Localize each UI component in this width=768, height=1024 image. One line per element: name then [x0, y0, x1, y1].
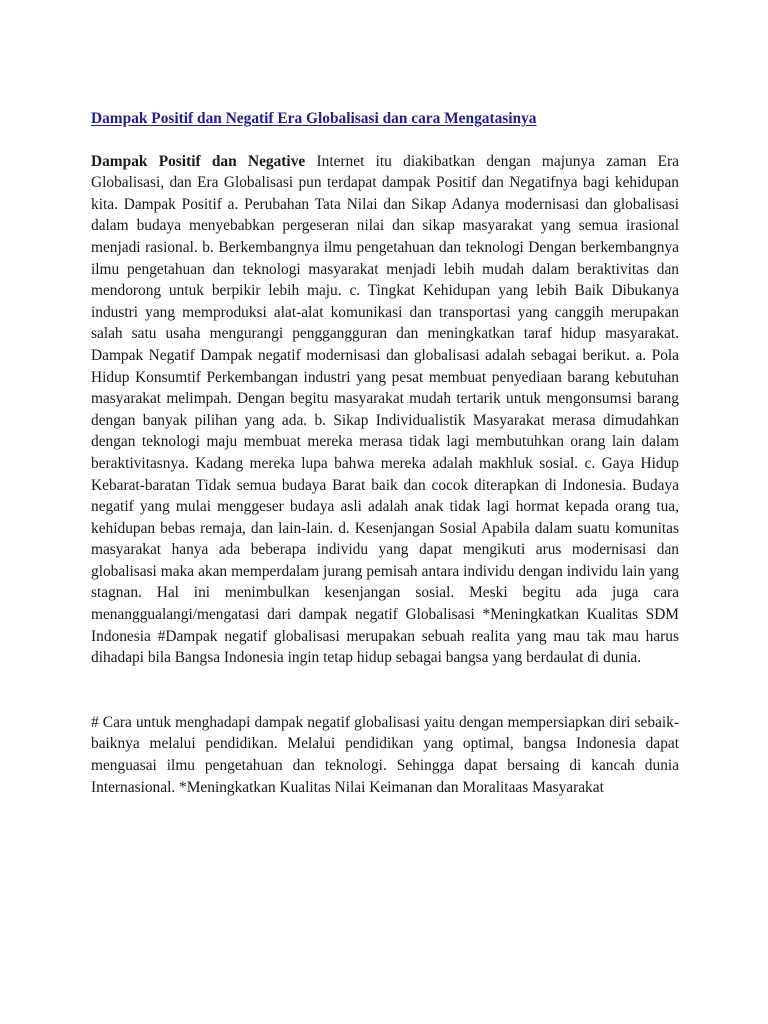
paragraph-1-body: Internet itu diakibatkan dengan majunya zaman Era Globalisasi, dan Era Globalisasi pun terdapat dampak Positif dan Negatifnya bagi kehidupan kita. Dampak Positif a. Perubahan Tata Nilai dan Sikap Adanya modernisasi dan globalisasi dalam budaya menyebabkan pergeseran nilai dan sikap masyarakat yang semua irasional menjadi rasional. b. Berkembangnya ilmu pengetahuan dan teknologi Dengan berkembangnya ilmu pengetahuan dan teknologi masyarakat menjadi lebih mudah dalam beraktivitas dan mendorong untuk berpikir lebih maju. c. Tingkat Kehidupan yang lebih Baik Dibukanya industri yang memproduksi alat-alat komunikasi dan transportasi yang canggih merupakan salah satu usaha mengurangi penggangguran dan meningkatkan taraf hidup masyarakat. Dampak Negatif Dampak negatif modernisasi dan globalisasi adalah sebagai berikut. a. Pola Hidup Konsumtif Perkembangan industri yang pesat membuat penyediaan barang kebutuhan masyarakat melimpah. Dengan begitu masyarakat mudah tertarik untuk mengonsumsi barang dengan banyak pilihan yang ada. b. Sikap Individualistik Masyarakat merasa dimudahkan dengan teknologi maju membuat mereka merasa tidak lagi membutuhkan orang lain dalam beraktivitasnya. Kadang mereka lupa bahwa mereka adalah makhluk sosial. c. Gaya Hidup Kebarat-baratan Tidak semua budaya Barat baik dan cocok diterapkan di Indonesia. Budaya negatif yang mulai menggeser budaya asli adalah anak tidak lagi hormat kepada orang tua, kehidupan bebas remaja, dan lain-lain. d. Kesenjangan Sosial Apabila dalam suatu komunitas masyarakat hanya ada beberapa individu yang dapat mengikuti arus modernisasi dan globalisasi maka akan memperdalam jurang pemisah antara individu dengan individu lain yang stagnan. Hal ini menimbulkan kesenjangan sosial. Meski begitu ada juga cara menanggualangi/mengatasi dari dampak negatif Globalisasi *Meningkatkan Kualitas SDM Indonesia #Dampak negatif globalisasi merupakan sebuah realita yang mau tak mau harus dihadapi bila Bangsa Indonesia ingin tetap hidup sebagai bangsa yang berdaulat di dunia.	[91, 152, 679, 667]
paragraph-2: # Cara untuk menghadapi dampak negatif globalisasi yaitu dengan mempersiapkan diri sebaik-baiknya melalui pendidikan. Melalui pendidikan yang optimal, bangsa Indonesia dapat menguasai ilmu pengetahuan dan teknologi. Sehingga dapat bersaing di kancah dunia Internasional. *Meningkatkan Kualitas Nilai Keimanan dan Moralitaas Masyarakat	[91, 713, 679, 796]
paragraph-1-lead: Dampak Positif dan Negative	[91, 152, 306, 170]
paragraph-spacer	[91, 669, 679, 712]
document-page	[91, 108, 679, 798]
document-title: Dampak Positif dan Negatif Era Globalisasi dan cara Mengatasinya	[91, 110, 537, 127]
paragraph-1	[91, 151, 679, 669]
